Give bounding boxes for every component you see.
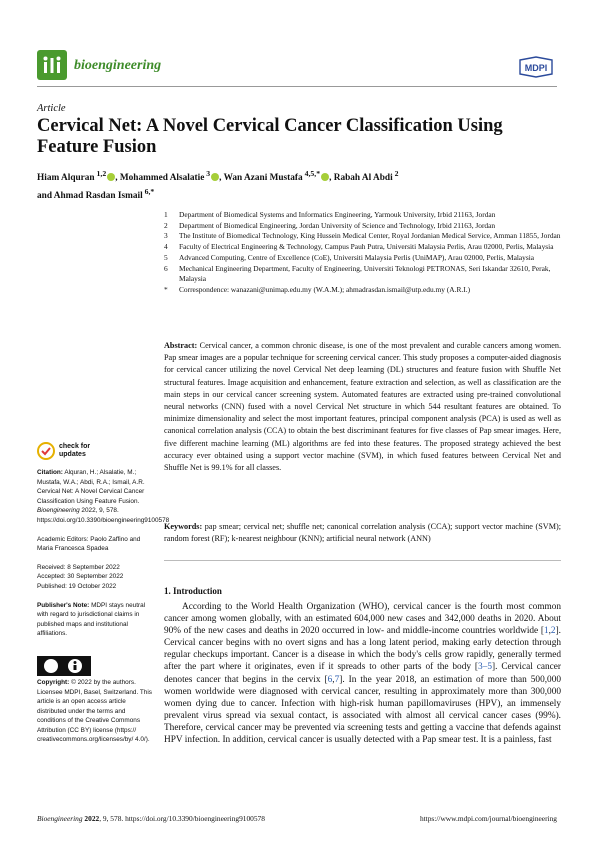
cc-by-license-icon[interactable] [37,656,91,676]
keywords-divider [164,560,561,561]
reference-link[interactable]: 3–5 [478,662,492,673]
author-name[interactable]: , Mohammed Alsalatie [115,173,205,184]
check-updates-icon [37,442,55,460]
abstract-label: Abstract: [164,341,198,350]
dates: Received: 8 September 2022 Accepted: 30 September 2022 Published: 19 October 2022 [37,563,124,590]
body-text [164,601,561,746]
abstract-text: Cervical cancer, a common chronic disease, is one of the most prevalent and curable cancers among women. Pap smear images are a popular technique for screening cervical cancer. This study proposes a computer-aided diagnosis for cervical cancer utilizing the novel Cervical Net deep learning (DL) structures and feature fusion with Shuffle Net structural features. Image acquisition and enhancement, feature extraction and selection, as well as classification are the main steps in our cervical cancer screening system. Automated features are extracted using pre-trained convolutional neural networks (CNN) fused with a novel Cervical Net structure in which 544 resultant features are obtained. To minimize dimensionality and select the most important features, principal component analysis (PCA) is used as well as canonical correlation analysis (CCA) to obtain the best discriminant features for five classes of Pap smear images. Here, five different machine learning (ML) algorithms are fed into these features. The proposed strategy achieved the best accuracy ever obtained using a support vector machine (SVM), in which fused features between Cervical Net and Shuffle Net is 99.1% for all classes. [164,341,561,473]
reference-link[interactable]: 1 [543,626,549,637]
article-title: Cervical Net: A Novel Cervical Cancer Classification Using Feature Fusion [37,116,503,157]
orcid-icon[interactable] [211,173,219,181]
sidebar [37,442,170,754]
reference-link[interactable]: 2 [550,626,556,637]
article-type: Article [37,103,66,114]
correspondence: * Correspondence: wanazani@unimap.edu.my (W.A.M.); ahmadrasdan.ismail@utp.edu.my (A.R.I.) [164,284,471,294]
keywords-label: Keywords: [164,522,203,531]
section-heading: 1. Introduction [164,586,222,596]
mdpi-logo-text: MDPI [524,63,548,73]
keywords [164,521,561,545]
publisher-note: Publisher's Note: MDPI stays neutral with regard to jurisdictional claims in published maps and institutional affiliations. [37,601,146,638]
affiliation: 5 Advanced Computing, Centre of Excellence (CoE), Universiti Malaysia Perlis (UniMAP), Arau 02000, Perlis, Malaysia [164,252,535,262]
copyright: Copyright: © 2022 by the authors. Licensee MDPI, Basel, Switzerland. This article is an open access article distributed under the terms and conditions of the Creative Commons Attribution (CC BY) license (https:// creativecommons.org/licenses/by/ 4.0/). [37,678,152,744]
reference-link[interactable]: 7 [334,674,340,685]
affiliation: 6 Mechanical Engineering Department, Faculty of Engineering, Universiti Teknologi PETRONAS, Seri Iskandar 32610, Perak, Malaysia [164,263,551,284]
mdpi-logo-icon [516,56,556,78]
journal-logo-icon [37,50,67,80]
affiliation: 1 Department of Biomedical Systems and Informatics Engineering, Yarmouk University, Irbid 21163, Jordan [164,210,496,219]
citation: Citation: Alquran, H.; Alsalatie, M.; Mustafa, W.A.; Abdi, R.A.; Ismail, A.R. Cervical Net: A Novel Cervical Cancer Classification Using Feature Fusion. Bioengineering 2022, 9, 578. https://doi.org/10.3390/bioengineering9100578 [37,469,170,524]
journal-name: bioengineering [74,58,162,73]
author-name[interactable]: Hiam Alquran [37,173,95,184]
footer-journal-url[interactable]: https://www.mdpi.com/journal/bioengineering [419,814,557,823]
affiliation: 2 Department of Biomedical Engineering, Jordan University of Science and Technology, Irbid 21163, Jordan [164,220,496,230]
author-name[interactable]: and Ahmad Rasdan Ismail [37,191,143,202]
orcid-icon[interactable] [321,173,329,181]
author-name[interactable]: , Wan Azani Mustafa [219,173,303,184]
footer-citation: Bioengineering 2022, 9, 578. https://doi.org/10.3390/bioengineering9100578 [37,814,265,823]
author-affil: 1,2 [94,169,107,178]
page-footer [37,814,557,823]
author-name[interactable]: , Rabah Al Abdi [329,173,393,184]
paragraph: According to the World Health Organization (WHO), cervical cancer is the fourth most common cancer among women globally, with an estimated 604,000 new cases and 342,000 deaths in 2020. About 90% of the new cases and deaths in 2020 occurred in low- and middle-income countries worldwide [1,2]. Cervical cancer begins with no overt signs and has a long latent period, making early detection through regular checkups important. Cancer is a disease in which the body's cells grow rapidly, generally termed after the part where it originates, even if it spreads to other parts of the body [3–5]. Cervical cancer denotes cancer that begins in the cervix [6,7]. In the year 2018, an estimation of more than 500,000 women worldwide were diagnosed with cervical cancer, resulting in approximately more than 300,000 women dying due to cancer. Infection with high-risk human papillomaviruses (HPV), an immensely prevalent virus spread via sexual contact, is associated with almost all cervical cancer cases (99%). Therefore, cervical cancer may be prevented via screening tests and getting a vaccine that defends against HPV infection. In addition, cervical cancer is usually detected with a Pap smear test. It is a painless, fast [164,602,562,746]
header-divider [37,86,557,87]
author-affil: 3 [204,169,211,178]
affiliation: 4 Faculty of Electrical Engineering & Technology, Campus Pauh Putra, Universiti Malaysia Perlis, Arau 02000, Perlis, Malaysia [164,242,554,252]
check-for-updates[interactable]: check for updates [37,442,155,460]
author-affil: 6,* [142,187,155,197]
keywords-text: pap smear; cervical net; shuffle net; canonical correlation analysis (CCA); support vector machine (SVM); random forest (RF); k-nearest neighbour (KNN); artificial neural network (ANN) [164,522,561,544]
affiliation-list [164,210,562,296]
abstract [164,340,561,474]
reference-link[interactable]: 6 [327,674,333,685]
affiliation: 3 The Institute of Biomedical Technology, King Hussein Medical Center, Royal Jordanian Medical Service, Amman 11855, Jordan [164,231,561,241]
author-affil: 2 [392,169,399,178]
academic-editors: Academic Editors: Paolo Zaffino and Maria Francesca Spadea [37,535,141,553]
author-affil: 4,5,* [302,169,321,178]
author-list [37,167,557,203]
